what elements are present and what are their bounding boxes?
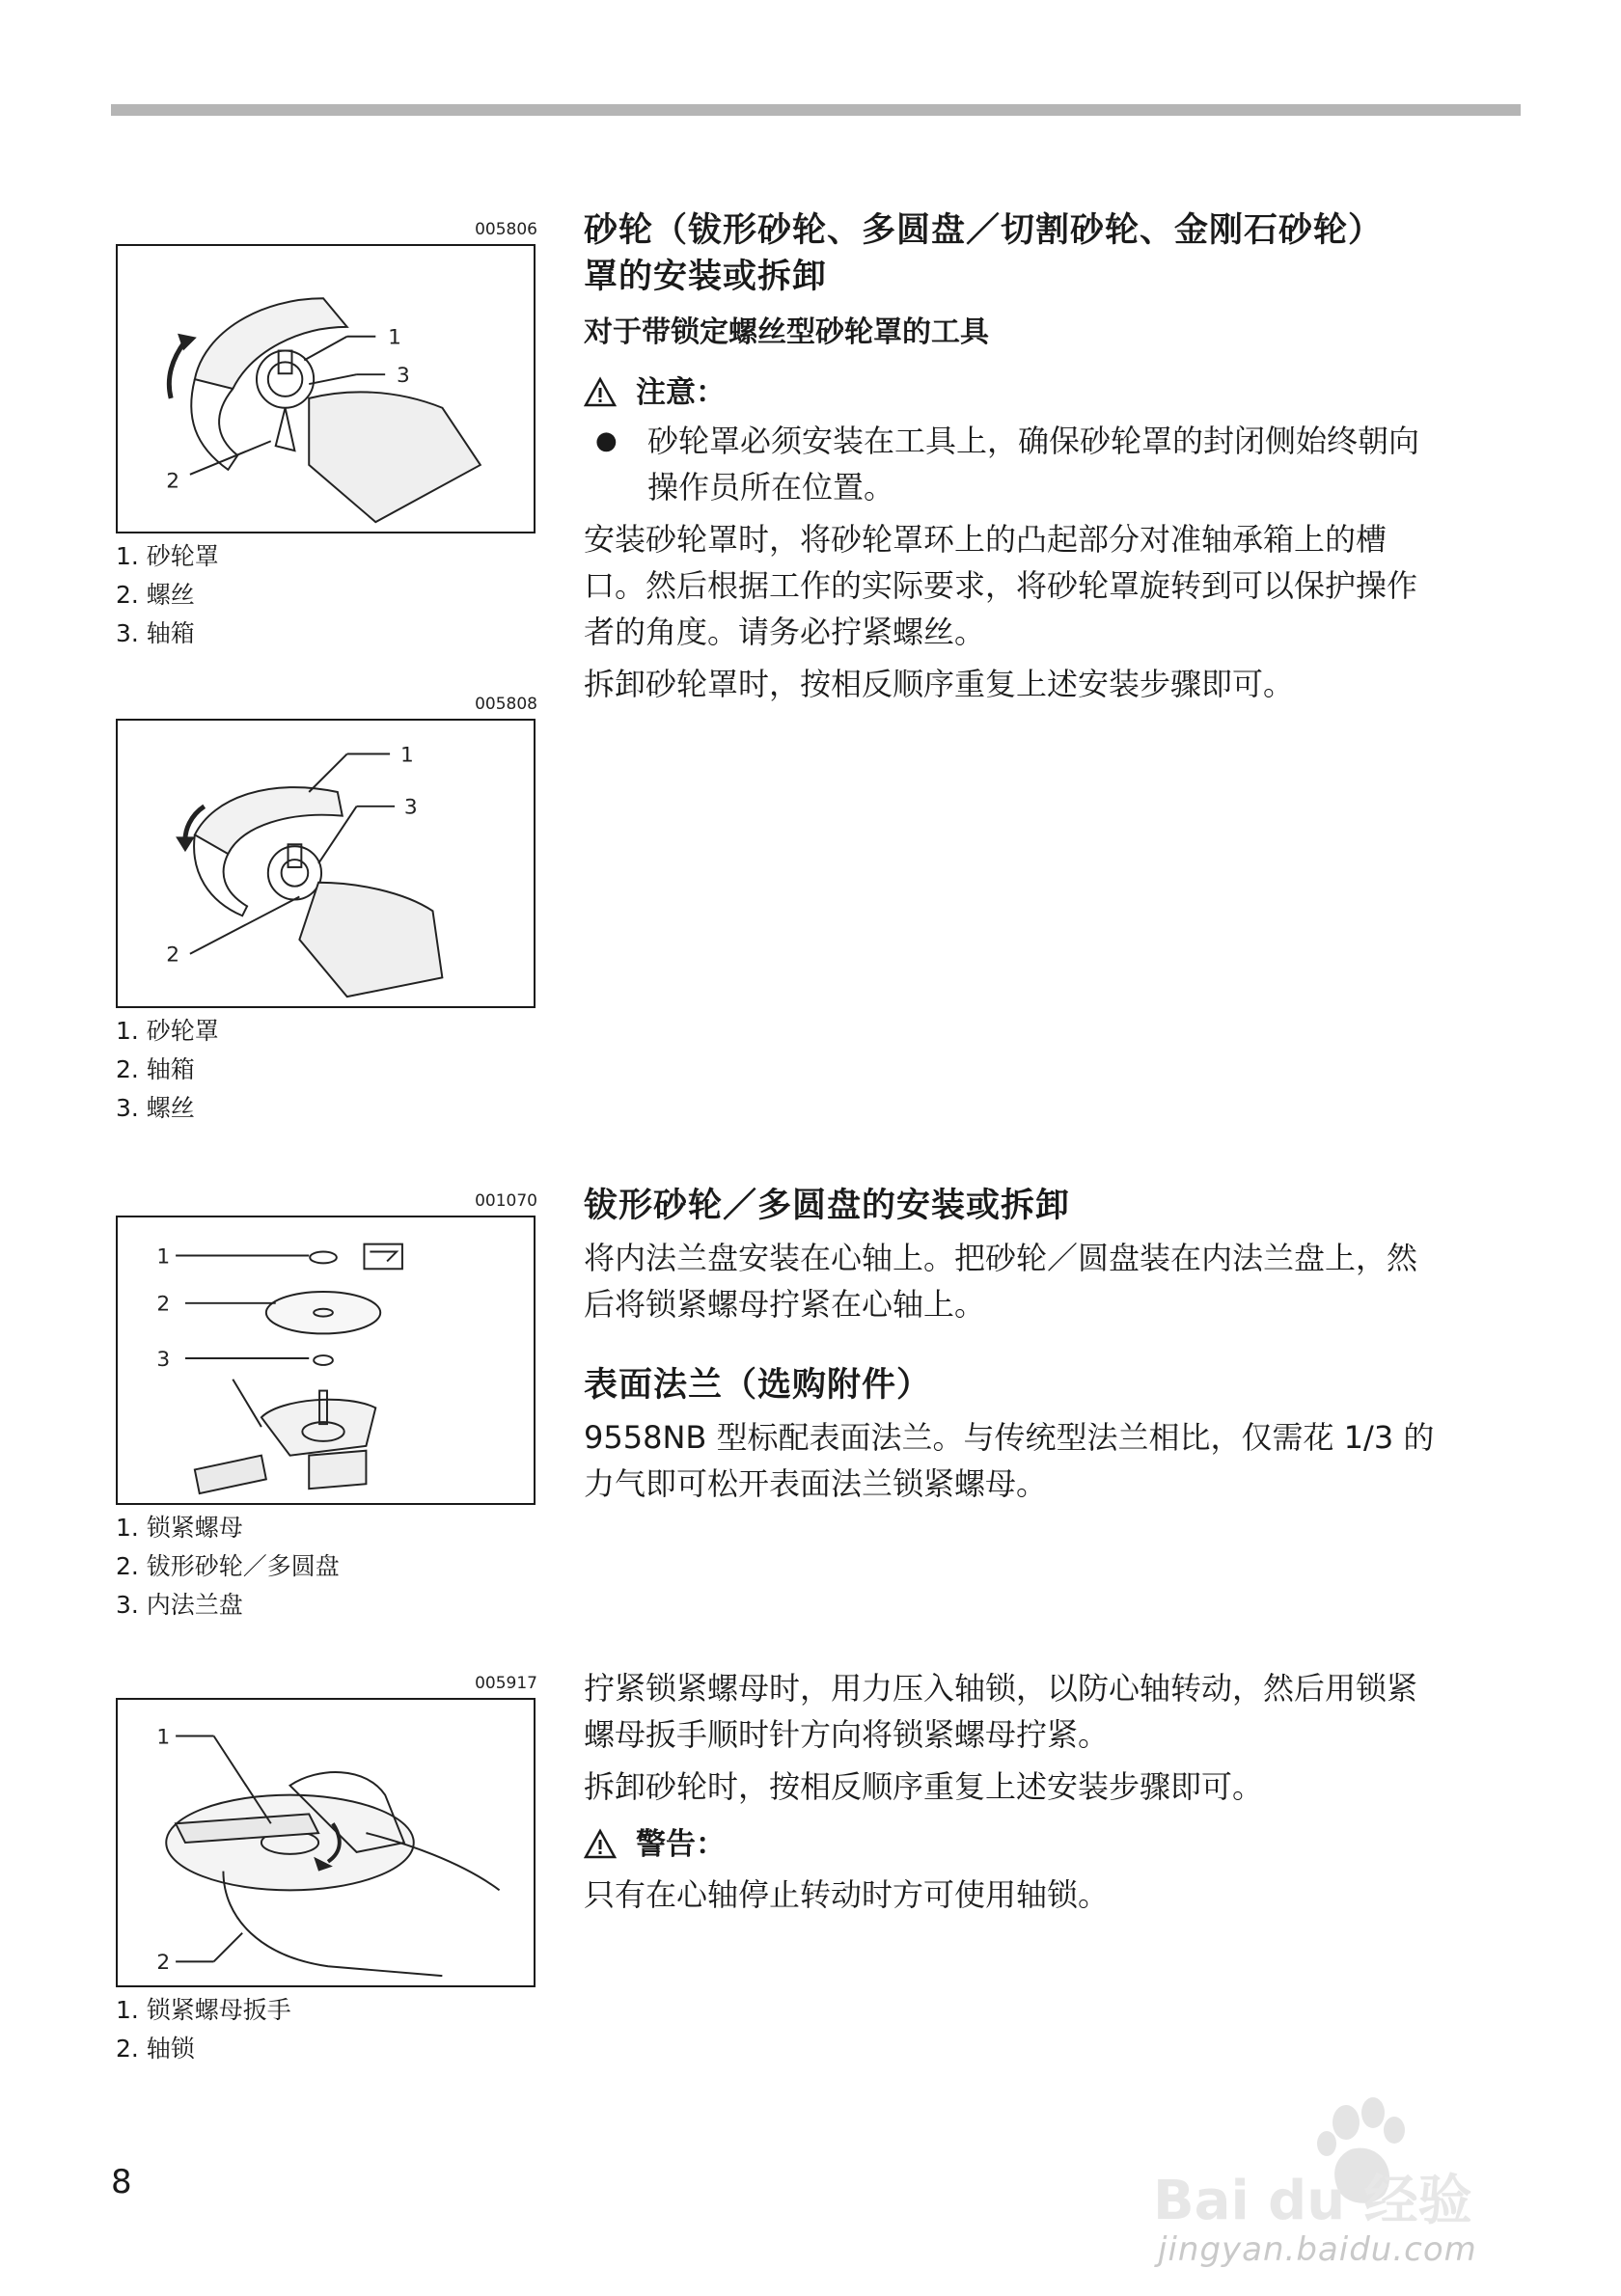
section-title: 钹形砂轮／多圆盘的安装或拆卸 — [584, 1187, 1071, 1225]
list-item — [584, 418, 1525, 510]
figure-captions — [116, 1509, 340, 1625]
figure-code: 005808 — [475, 695, 537, 714]
paragraph-line: 9558NB 型标配表面法兰。与传统型法兰相比，仅需花 1/3 的 — [584, 1419, 1435, 1456]
paragraph: 拆卸砂轮罩时，按相反顺序重复上述安装步骤即可。 — [584, 666, 1295, 702]
paragraph-line: 拧紧锁紧螺母时，用力压入轴锁，以防心轴转动，然后用锁紧 — [584, 1670, 1418, 1707]
caution-label: 注意： — [636, 375, 726, 410]
figure-guard-install — [116, 244, 536, 533]
header-rule — [111, 104, 1521, 116]
section-lock-nut — [584, 1665, 1525, 1918]
paragraph-line: 后将锁紧螺母拧紧在心轴上。 — [584, 1286, 986, 1323]
callout-1: 1 — [156, 1725, 171, 1750]
callout-3: 3 — [397, 364, 410, 389]
paragraph — [584, 1414, 1525, 1507]
paragraph-line: 螺母扳手顺时针方向将锁紧螺母拧紧。 — [584, 1716, 1110, 1753]
callout-1: 1 — [388, 325, 401, 350]
paragraph — [584, 1235, 1525, 1327]
lock-nut-wrench-illustration — [118, 1700, 534, 1985]
caption-item: 2. 轴箱 — [116, 1055, 195, 1083]
paragraph-line: 将内法兰盘安装在心轴上。把砂轮／圆盘装在内法兰盘上，然 — [584, 1240, 1418, 1276]
section-title: 表面法兰（选购附件） — [584, 1366, 932, 1405]
warning-heading — [584, 1823, 1525, 1866]
paragraph-line: 力气即可松开表面法兰锁紧螺母。 — [584, 1465, 1048, 1502]
caption-item: 2. 螺丝 — [116, 581, 195, 609]
section-guard — [584, 207, 1525, 707]
bullet-text: 操作员所在位置。 — [647, 469, 895, 506]
grinder-guard-illustration — [118, 721, 534, 1006]
callout-1: 1 — [399, 743, 414, 768]
caption-item: 1. 砂轮罩 — [116, 1017, 219, 1045]
callout-3: 3 — [156, 1347, 171, 1372]
grinder-guard-illustration — [118, 246, 534, 532]
callout-2: 2 — [166, 469, 180, 494]
callout-3: 3 — [403, 795, 418, 820]
figure-code: 005917 — [475, 1674, 537, 1693]
paragraph: 拆卸砂轮时，按相反顺序重复上述安装步骤即可。 — [584, 1768, 1264, 1805]
watermark-text: Bai du 经验 — [1153, 2170, 1472, 2232]
paragraph — [584, 516, 1525, 655]
caption-item: 2. 钹形砂轮／多圆盘 — [116, 1552, 340, 1580]
paragraph: 只有在心轴停止转动时方可使用轴锁。 — [584, 1876, 1110, 1913]
watermark-url: jingyan.baidu.com — [1158, 2230, 1477, 2269]
caption-item: 1. 砂轮罩 — [116, 542, 219, 570]
figure-lock-nut-wrench — [116, 1698, 536, 1987]
figure-guard-remove — [116, 719, 536, 1008]
warning-triangle-icon — [584, 376, 617, 409]
figure-code: 001070 — [475, 1191, 537, 1211]
caution-heading — [584, 371, 1525, 414]
bullet-icon: ● — [595, 426, 618, 455]
wheel-stack-illustration — [118, 1217, 534, 1503]
section-title: 罩的安装或拆卸 — [584, 258, 828, 296]
warning-label: 警告： — [636, 1827, 726, 1862]
caption-item: 3. 轴箱 — [116, 619, 195, 647]
caption-item: 3. 螺丝 — [116, 1094, 195, 1122]
callout-2: 2 — [156, 1951, 171, 1976]
paragraph-line: 口。然后根据工作的实际要求，将砂轮罩旋转到可以保护操作 — [584, 567, 1418, 604]
figure-code: 005806 — [475, 220, 537, 239]
callout-2: 2 — [166, 943, 180, 968]
bullet-text: 砂轮罩必须安装在工具上，确保砂轮罩的封闭侧始终朝向 — [647, 423, 1420, 459]
caption-item: 2. 轴锁 — [116, 2035, 195, 2063]
section-subtitle: 对于带锁定螺丝型砂轮罩的工具 — [584, 315, 989, 349]
paragraph-line: 安装砂轮罩时，将砂轮罩环上的凸起部分对准轴承箱上的槽 — [584, 521, 1387, 558]
page-number: 8 — [111, 2163, 132, 2201]
figure-captions — [116, 1991, 291, 2068]
warning-triangle-icon — [584, 1828, 617, 1861]
figure-captions — [116, 1012, 219, 1128]
figure-captions — [116, 537, 219, 653]
caption-item: 1. 锁紧螺母 — [116, 1514, 243, 1542]
caption-item: 3. 内法兰盘 — [116, 1591, 243, 1619]
callout-1: 1 — [156, 1244, 171, 1270]
paragraph — [584, 1665, 1525, 1758]
paragraph-line: 者的角度。请务必拧紧螺丝。 — [584, 614, 986, 650]
callout-2: 2 — [156, 1292, 171, 1317]
figure-wheel-install — [116, 1216, 536, 1505]
caption-item: 1. 锁紧螺母扳手 — [116, 1996, 291, 2024]
section-surface-flange — [584, 1362, 1525, 1507]
section-title: 砂轮（钹形砂轮、多圆盘／切割砂轮、金刚石砂轮） — [584, 211, 1384, 250]
section-wheel-install — [584, 1183, 1525, 1327]
